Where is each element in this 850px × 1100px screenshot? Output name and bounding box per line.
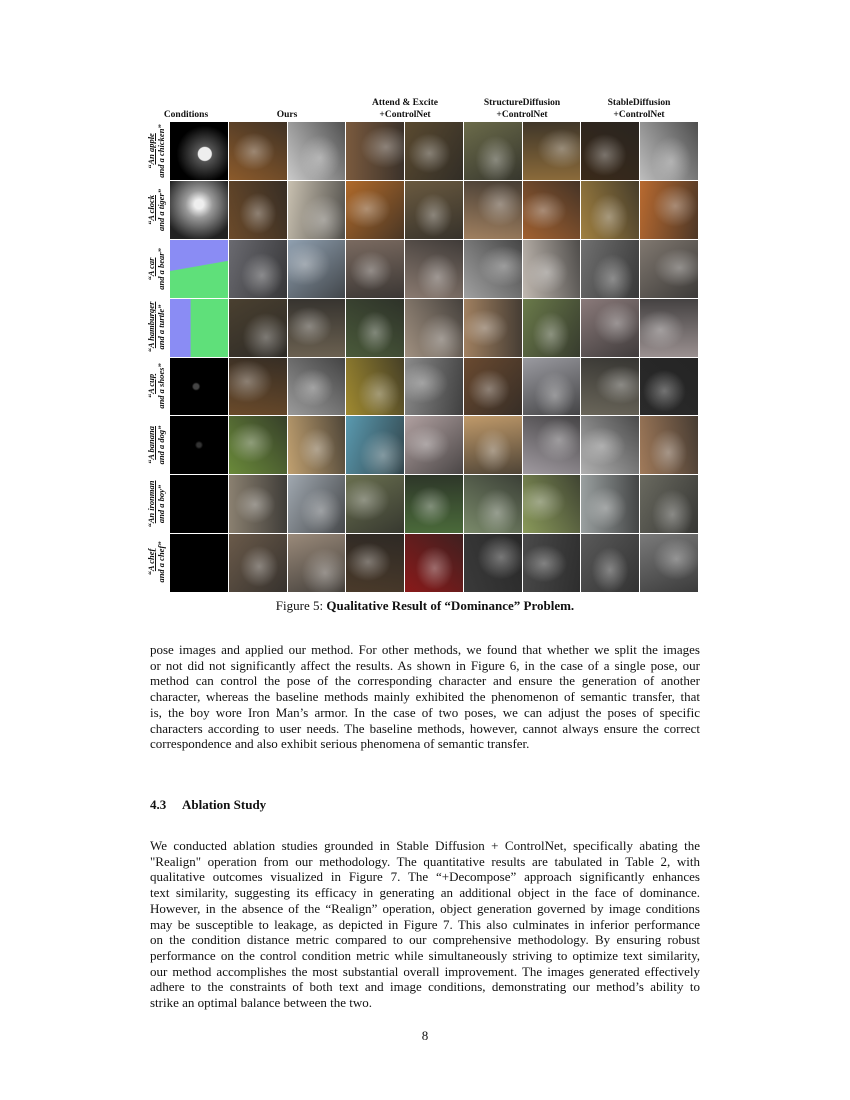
generated-image xyxy=(581,475,639,533)
row-rest: and a turtle xyxy=(156,309,166,350)
caption-prefix: Figure 5: xyxy=(275,598,327,613)
text-line: strike an optimal balance between the two. xyxy=(150,995,373,1011)
generated-image xyxy=(229,534,287,592)
generated-image xyxy=(464,122,522,180)
row-label: “A hamburger and a turtle” xyxy=(146,301,166,353)
column-header-conditions: Conditions xyxy=(163,110,209,120)
row-label: “An apple and a chicken” xyxy=(146,124,166,178)
generated-image xyxy=(405,416,463,474)
generated-image xyxy=(405,358,463,416)
row-noun: A clock xyxy=(146,194,156,221)
generated-image xyxy=(405,475,463,533)
generated-image xyxy=(229,122,287,180)
figure-caption xyxy=(0,598,850,614)
row-noun: A banana xyxy=(146,425,156,460)
paragraph-pose xyxy=(150,642,700,752)
generated-image xyxy=(288,534,346,592)
row-rest: and a chef xyxy=(156,545,166,583)
generated-image xyxy=(581,240,639,298)
row-noun: A car xyxy=(146,257,156,276)
column-header-ours: Ours xyxy=(276,110,298,120)
generated-image xyxy=(405,534,463,592)
text-line: adhere to the constraints of both text and image conditions, demonstrating our method’s ability to xyxy=(150,979,700,995)
row-label: “A clock and a tiger” xyxy=(146,188,166,231)
text-line: correspondence and also exhibit serious phenomena of semantic transfer. xyxy=(150,736,530,752)
text-line: "Realign" operation from our methodology. The quantitative results are tabulated in Table 2, with xyxy=(150,853,700,869)
generated-image xyxy=(640,122,698,180)
row-noun: A hamburger xyxy=(146,301,156,349)
section-number: 4.3 xyxy=(150,797,167,812)
generated-image xyxy=(346,122,404,180)
text-line: qualitative outcomes visualized in Figure 7. The “+Decompose” approach significantly enhances xyxy=(150,869,700,885)
condition-image xyxy=(170,240,228,298)
generated-image xyxy=(464,181,522,239)
text-line: We conducted ablation studies grounded in Stable Diffusion + ControlNet, specifically abating the xyxy=(150,838,700,853)
generated-image xyxy=(229,240,287,298)
row-noun: An ironman xyxy=(146,479,156,523)
generated-image xyxy=(288,416,346,474)
generated-image xyxy=(581,299,639,357)
text-line: may be susceptible to leakage, as depicted in Figure 7. This also culminates in inferior performance xyxy=(150,916,700,932)
generated-image xyxy=(346,181,404,239)
text-line: characters according to user needs. The baseline methods, however, cannot always ensure the correct xyxy=(150,720,700,736)
generated-image xyxy=(640,358,698,416)
generated-image xyxy=(640,475,698,533)
page-number: 8 xyxy=(421,1028,429,1043)
condition-image xyxy=(170,416,228,474)
generated-image xyxy=(640,299,698,357)
generated-image xyxy=(229,181,287,239)
row-noun: An apple xyxy=(146,133,156,165)
generated-image xyxy=(523,416,581,474)
text-line: pose images and applied our method. For other methods, we found that whether we split the images xyxy=(150,642,700,657)
generated-image xyxy=(523,240,581,298)
column-header-stable-diffusion: StableDiffusion +ControlNet xyxy=(607,98,671,120)
generated-image xyxy=(288,299,346,357)
row-noun: A chef xyxy=(146,548,156,572)
generated-image xyxy=(464,358,522,416)
row-rest: and a dog xyxy=(156,429,166,465)
row-label: “A car and a bear” xyxy=(146,247,166,290)
generated-image xyxy=(464,299,522,357)
row-rest: and a tiger xyxy=(156,192,166,231)
generated-image xyxy=(405,122,463,180)
generated-image xyxy=(405,240,463,298)
generated-image xyxy=(346,534,404,592)
row-rest: and a chicken xyxy=(156,128,166,178)
generated-image xyxy=(464,240,522,298)
generated-image xyxy=(523,475,581,533)
row-rest: and a boy xyxy=(156,488,166,523)
condition-image xyxy=(170,181,228,239)
text-line: method can control the pose of the corresponding character and ensure the generation of another xyxy=(150,673,700,689)
generated-image xyxy=(581,416,639,474)
image-grid xyxy=(170,122,698,592)
generated-image xyxy=(346,299,404,357)
condition-image xyxy=(170,122,228,180)
generated-image xyxy=(229,475,287,533)
condition-image xyxy=(170,299,228,357)
generated-image xyxy=(288,181,346,239)
generated-image xyxy=(523,122,581,180)
row-label: “A banana and a dog” xyxy=(146,425,166,465)
condition-image xyxy=(170,475,228,533)
generated-image xyxy=(640,240,698,298)
column-header-structure-diffusion: StructureDiffusion +ControlNet xyxy=(483,98,561,120)
condition-image xyxy=(170,534,228,592)
generated-image xyxy=(464,475,522,533)
generated-image xyxy=(288,358,346,416)
text-line: text similarity, suggesting its efficacy in generating an additional object in the face of dominance. xyxy=(150,885,700,901)
generated-image xyxy=(346,240,404,298)
text-line: character, whereas the baseline methods mainly exhibited the phenomenon of semantic transfer, that xyxy=(150,689,700,705)
text-line: or not did not significantly affect the results. As shown in Figure 6, in the case of a single pose, our xyxy=(150,657,700,673)
generated-image xyxy=(288,122,346,180)
row-noun: A cup xyxy=(146,373,156,394)
generated-image xyxy=(640,181,698,239)
generated-image xyxy=(581,358,639,416)
generated-image xyxy=(288,475,346,533)
generated-image xyxy=(405,181,463,239)
section-heading xyxy=(150,797,266,813)
caption-title: Qualitative Result of “Dominance” Problem. xyxy=(326,598,575,613)
text-line: is, the boy wore Iron Man’s armor. In the case of two poses, we can adjust the poses of specific xyxy=(150,704,700,720)
section-title: Ablation Study xyxy=(182,797,267,812)
generated-image xyxy=(229,299,287,357)
column-header-attend-excite: Attend & Excite +ControlNet xyxy=(372,98,438,120)
generated-image xyxy=(640,534,698,592)
row-label: “A cup and a shoes” xyxy=(146,363,166,409)
generated-image xyxy=(523,299,581,357)
row-rest: and a shoes xyxy=(156,367,166,409)
generated-image xyxy=(523,358,581,416)
text-line: performance on the control condition metric while simultaneously striving to optimize text similarity, xyxy=(150,947,700,963)
generated-image xyxy=(288,240,346,298)
row-label: “An ironman and a boy” xyxy=(146,479,166,528)
generated-image xyxy=(346,475,404,533)
generated-image xyxy=(523,534,581,592)
generated-image xyxy=(464,534,522,592)
generated-image xyxy=(640,416,698,474)
generated-image xyxy=(523,181,581,239)
generated-image xyxy=(346,358,404,416)
condition-image xyxy=(170,358,228,416)
generated-image xyxy=(581,181,639,239)
row-label: “A chef and a chef” xyxy=(146,541,166,583)
text-line: However, in the absence of the “Realign” operation, object generation governed by image conditions xyxy=(150,900,700,916)
generated-image xyxy=(229,416,287,474)
paragraph-ablation xyxy=(150,838,700,1011)
text-line: on the condition distance metric compared to our comprehensive methodology. By ensuring robust xyxy=(150,932,700,948)
text-line: our method accomplishes the most substantial overall improvement. The images generated effectively xyxy=(150,963,700,979)
generated-image xyxy=(405,299,463,357)
generated-image xyxy=(229,358,287,416)
generated-image xyxy=(346,416,404,474)
generated-image xyxy=(581,122,639,180)
row-rest: and a bear xyxy=(156,251,166,290)
generated-image xyxy=(581,534,639,592)
generated-image xyxy=(464,416,522,474)
